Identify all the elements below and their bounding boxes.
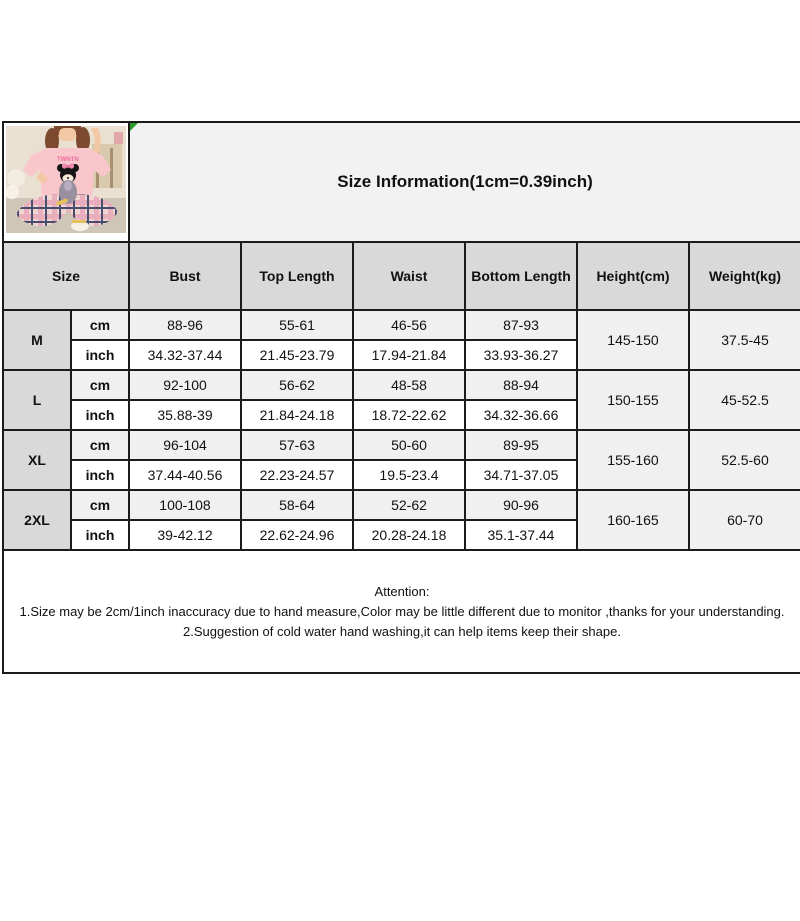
unit-label-m-cm: cm (71, 310, 129, 340)
cell-m-inch-waist: 17.94-21.84 (353, 340, 465, 370)
cell-m-height: 145-150 (577, 310, 689, 370)
cell-2xl-inch-top-length: 22.62-24.96 (241, 520, 353, 550)
cell-l-inch-waist: 18.72-22.62 (353, 400, 465, 430)
attention-item-1: 1.Size may be 2cm/1inch inaccuracy due to hand measure,Color may be little different due to monitor ,thanks for your understanding. (19, 603, 785, 619)
cell-2xl-inch-bottom-length: 35.1-37.44 (465, 520, 577, 550)
unit-label-xl-cm: cm (71, 430, 129, 460)
unit-label-xl-inch: inch (71, 460, 129, 490)
cell-l-inch-top-length: 21.84-24.18 (241, 400, 353, 430)
cell-m-inch-bottom-length: 33.93-36.27 (465, 340, 577, 370)
cell-xl-cm-waist: 50-60 (353, 430, 465, 460)
unit-label-l-cm: cm (71, 370, 129, 400)
cell-xl-cm-bottom-length: 89-95 (465, 430, 577, 460)
cell-2xl-cm-bust: 100-108 (129, 490, 241, 520)
cell-l-weight: 45-52.5 (689, 370, 800, 430)
table-row-xl-cm (3, 430, 800, 460)
size-chart-table (2, 121, 800, 674)
cell-m-cm-bust: 88-96 (129, 310, 241, 340)
cell-2xl-inch-bust: 39-42.12 (129, 520, 241, 550)
cell-l-height: 150-155 (577, 370, 689, 430)
size-label-xl: XL (3, 430, 71, 490)
column-header-size: Size (3, 242, 129, 310)
cell-xl-inch-waist: 19.5-23.4 (353, 460, 465, 490)
product-photo (6, 126, 126, 233)
cell-m-cm-waist: 46-56 (353, 310, 465, 340)
unit-label-m-inch: inch (71, 340, 129, 370)
unit-label-2xl-cm: cm (71, 490, 129, 520)
cell-l-cm-waist: 48-58 (353, 370, 465, 400)
column-header-top-length: Top Length (241, 242, 353, 310)
unit-label-2xl-inch: inch (71, 520, 129, 550)
table-row-m-cm (3, 310, 800, 340)
cell-l-inch-bust: 35.88-39 (129, 400, 241, 430)
cell-xl-height: 155-160 (577, 430, 689, 490)
cell-xl-weight: 52.5-60 (689, 430, 800, 490)
cell-l-cm-bust: 92-100 (129, 370, 241, 400)
attention-heading: Attention: (374, 583, 430, 599)
page (0, 121, 800, 921)
column-header-waist: Waist (353, 242, 465, 310)
table-row-2xl-cm (3, 490, 800, 520)
cell-l-inch-bottom-length: 34.32-36.66 (465, 400, 577, 430)
product-photo-cell (3, 122, 129, 242)
cell-xl-inch-top-length: 22.23-24.57 (241, 460, 353, 490)
size-label-m: M (3, 310, 71, 370)
column-header-bottom-length: Bottom Length (465, 242, 577, 310)
cell-xl-cm-top-length: 57-63 (241, 430, 353, 460)
cell-m-cm-top-length: 55-61 (241, 310, 353, 340)
cell-2xl-weight: 60-70 (689, 490, 800, 550)
cell-m-cm-bottom-length: 87-93 (465, 310, 577, 340)
cell-m-inch-top-length: 21.45-23.79 (241, 340, 353, 370)
size-label-2xl: 2XL (3, 490, 71, 550)
size-label-l: L (3, 370, 71, 430)
cell-l-cm-bottom-length: 88-94 (465, 370, 577, 400)
cell-corner-marker-icon (130, 123, 138, 131)
page-title: Size Information(1cm=0.39inch) (337, 172, 593, 191)
cell-m-weight: 37.5-45 (689, 310, 800, 370)
svg-text:TWNTN: TWNTN (57, 157, 79, 163)
unit-label-l-inch: inch (71, 400, 129, 430)
column-header-height: Height(cm) (577, 242, 689, 310)
cell-m-inch-bust: 34.32-37.44 (129, 340, 241, 370)
attention-item-2: 2.Suggestion of cold water hand washing,it can help items keep their shape. (183, 623, 621, 639)
column-header-bust: Bust (129, 242, 241, 310)
cell-xl-inch-bottom-length: 34.71-37.05 (465, 460, 577, 490)
table-row-l-cm (3, 370, 800, 400)
cell-2xl-cm-waist: 52-62 (353, 490, 465, 520)
cell-2xl-cm-top-length: 58-64 (241, 490, 353, 520)
attention-note (3, 550, 800, 673)
cell-xl-inch-bust: 37.44-40.56 (129, 460, 241, 490)
title-cell (129, 122, 800, 242)
cell-2xl-height: 160-165 (577, 490, 689, 550)
cell-2xl-inch-waist: 20.28-24.18 (353, 520, 465, 550)
cell-2xl-cm-bottom-length: 90-96 (465, 490, 577, 520)
cell-l-cm-top-length: 56-62 (241, 370, 353, 400)
cell-xl-cm-bust: 96-104 (129, 430, 241, 460)
column-header-weight: Weight(kg) (689, 242, 800, 310)
